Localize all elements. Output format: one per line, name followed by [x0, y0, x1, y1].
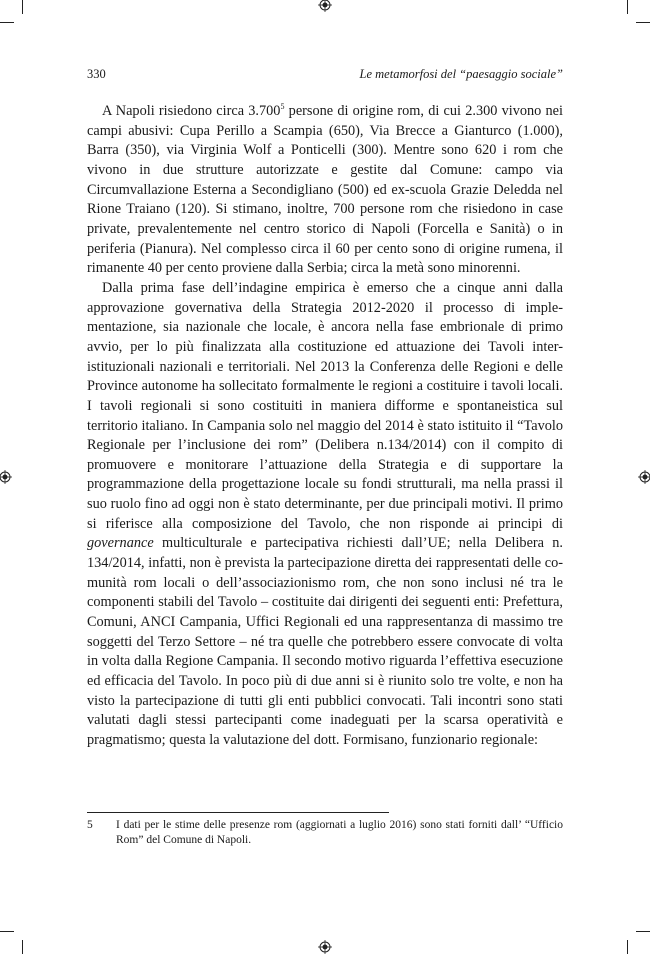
crop-mark-bottom-right-h	[636, 931, 650, 932]
italic-term: governance	[87, 535, 154, 552]
registration-mark-top-icon	[318, 0, 332, 12]
body-text	[87, 102, 563, 751]
crop-mark-bottom-left	[22, 940, 23, 954]
paragraph-1	[87, 102, 563, 279]
paragraph-2	[87, 279, 563, 751]
crop-mark-top-right-h	[636, 22, 650, 23]
registration-mark-right-icon	[638, 470, 650, 484]
paragraph-1-text-b: persone di origine rom, di cui 2.300 vivono nei campi abusivi: Cupa Perillo a Scampia (650), Via Brecce a Gianturco (1.000), Barra (350), via Virginia Wolf a Ponticelli (300). Mentre sono 620 i rom che vivono in due strutture autorizzate e gestite dal Comune: campo via Circumvallazione Esterna a Secondigliano (500) ed ex-scuola Grazie Deledda nel Rione Traiano (120). Si stimano, inoltre, 700 persone rom che risiedono in case private, prevalentemente nel centro storico di Napoli (Forcella e Sanità) o in periferia (Pianura). Nel complesso circa il 60 per cento sono di origine rumena, il rimanente 40 per cento proviene dalla Serbia; circa la metà sono minorenni.	[87, 103, 563, 277]
registration-mark-left-icon	[0, 470, 12, 484]
paragraph-2-text-a: Dalla prima fase dell’indagine empirica è emerso che a cinque anni dalla approvazione governativa della Strategia 2012-2020 il processo di implementazione, sia nazionale che locale, è ancora nella fase embrionale di primo avvio, per lo più finalizzata alla costituzione ed attuazione dei Tavoli inter-istituzionali nazionali e territoriali. Nel 2013 la Conferenza delle Regioni e delle Province autonome ha sollecitato formalmente le regioni a costituire i tavoli locali. I tavoli regionali si sono costituiti in maniera difforme e spontaneistica sul territorio italiano. In Campania solo nel maggio del 2014 è stato istituito il “Tavolo Regionale per l’inclusione dei rom” (Delibera n.134/2014) con il compito di promuovere e monitorare l’attuazione della Strategia e di supportare la programmazione della progettazione locale su fondi strutturali, ma nella prassi il suo ruolo fino ad oggi non è stato determinante, per due principali motivi. Il primo si riferisce alla composizione del Tavolo, che non risponde ai principi di	[87, 279, 563, 532]
crop-mark-top-left-h	[0, 22, 14, 23]
paragraph-1-text-a: A Napoli risiedono circa 3.700	[102, 103, 281, 119]
footnote-text: I dati per le stime delle presenze rom (aggiornati a luglio 2016) sono stati forniti dall’ “Ufficio Rom” del Comune di Napoli.	[116, 819, 563, 846]
crop-mark-top-left	[22, 0, 23, 14]
running-head	[87, 66, 563, 82]
running-title: Le metamorfosi del “paesaggio sociale”	[359, 67, 563, 81]
footnote-number: 5	[87, 819, 93, 831]
footnote	[87, 818, 563, 848]
footnote-ref-5[interactable]: 5	[280, 102, 285, 112]
crop-mark-bottom-right	[627, 940, 628, 954]
registration-mark-bottom-icon	[318, 940, 332, 954]
crop-mark-top-right	[627, 0, 628, 14]
page-number: 330	[87, 67, 106, 81]
paragraph-2-text-b: multiculturale e partecipativa richiesti dall’UE; nella Delibera n. 134/2014, infatti, non è prevista la partecipazione diretta dei rappresentati delle comunità rom locali o dell’associazionismo rom, che non sono inclusi né tra le componenti stabili del Tavolo – costituite dai dirigenti dei seguenti enti: Prefettura, Comuni, ANCI Campania, Uffici Regionali ed una rappresentanza di massimo tre soggetti del Terzo Settore – né tra quelle che potrebbero essere convocate di volta in volta dalla Regione Campania. Il secondo motivo riguarda l’effettiva esecuzione ed efficacia del Tavolo. In poco più di due anni si è riunito solo tre volte, e non ha visto la partecipazione di tutti gli enti pubblici convocati. Tali incontri sono stati valutati dagli stessi partecipanti come inadeguati per la scarsa operatività e pragmatismo; questa la valutazione del dott. Formisano, funzionario regionale:	[87, 535, 563, 748]
crop-mark-bottom-left-h	[0, 931, 14, 932]
footnote-divider	[87, 812, 389, 813]
